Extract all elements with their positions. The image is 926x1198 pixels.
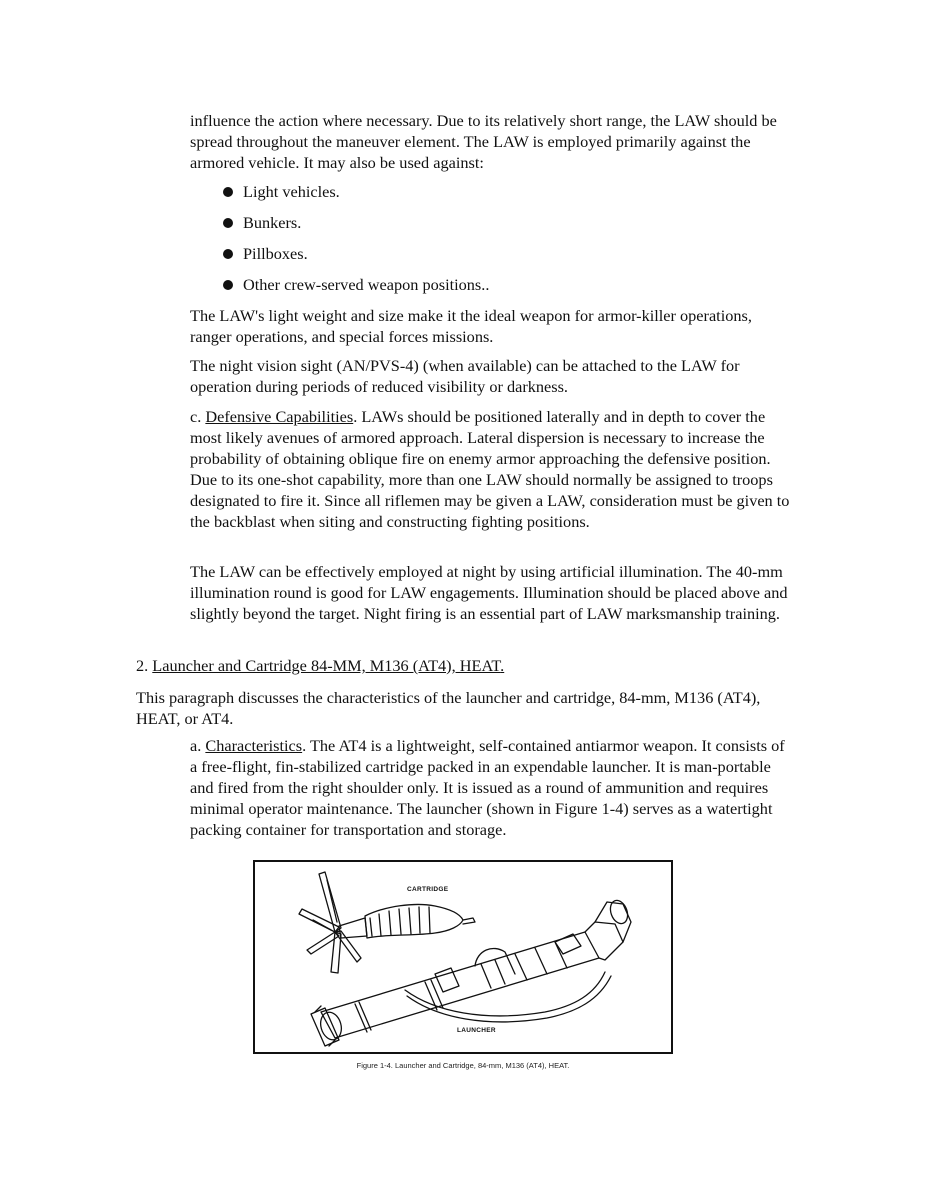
section-title-end: . — [500, 656, 505, 675]
section-title: Launcher and Cartridge 84-MM, M136 (AT4), HEAT — [152, 656, 501, 675]
section-heading — [136, 655, 796, 676]
bullet-icon — [223, 218, 233, 228]
list-item-text: Light vehicles. — [243, 182, 340, 201]
characteristics-body: . The AT4 is a lightweight, self-contained antiarmor weapon. It consists of a free-flight, fin-stabilized cartridge packed in an expendable launcher. It is man-portable and fired from the right shoulder only. It is issued as a round of ammunition and requires minimal operator maintenance. The launcher (shown in Figure 1-4) serves as a watertight packing container for transportation and storage. — [190, 736, 785, 839]
bullet-icon — [223, 249, 233, 259]
list-item — [222, 211, 489, 242]
section-number: 2. — [136, 656, 153, 675]
list-item — [222, 242, 489, 273]
characteristics-prefix: a. — [190, 736, 206, 755]
bullet-icon — [223, 187, 233, 197]
bullet-icon — [223, 280, 233, 290]
characteristics-heading: Characteristics — [205, 736, 303, 755]
night-vision-paragraph: The night vision sight (AN/PVS-4) (when available) can be attached to the LAW for operation during periods of reduced visibility or darkness. — [190, 356, 740, 396]
cartridge-body — [339, 904, 475, 938]
defensive-body: . LAWs should be positioned laterally and in depth to cover the most likely avenues of armored approach. Lateral dispersion is necessary to increase the probability of obtaining oblique fire on enemy armor approaching the defensive position. Due to its one-shot capability, more than one LAW should normally be assigned to troops designated to fire it. Since all riflemen may be given a LAW, consideration must be given to the backblast when siting and constructing fighting positions. — [190, 407, 790, 531]
night-employment-paragraph: The LAW can be effectively employed at night by using artificial illumination. The 40-mm illumination round is good for LAW engagements. Illumination should be placed above and slightly beyond the target. Night firing is an essential part of LAW marksmanship training. — [190, 562, 788, 623]
list-item-text: Pillboxes. — [243, 244, 308, 263]
list-item — [222, 180, 489, 211]
defensive-heading: Defensive Capabilities — [205, 407, 354, 426]
section-intro-paragraph: This paragraph discusses the characteristics of the launcher and cartridge, 84-mm, M136 (AT4), HEAT, or AT4. — [136, 688, 761, 728]
target-list — [222, 180, 489, 304]
characteristics-paragraph — [190, 735, 796, 840]
figure-caption: Figure 1-4. Launcher and Cartridge, 84-mm, M136 (AT4), HEAT. — [356, 1061, 570, 1070]
law-weight-paragraph: The LAW's light weight and size make it the ideal weapon for armor-killer operations, ranger operations, and special forces missions. — [190, 306, 752, 346]
at4-illustration — [255, 862, 671, 1052]
list-item — [222, 273, 489, 304]
cartridge-label: CARTRIDGE — [407, 886, 449, 893]
launcher-label: LAUNCHER — [457, 1027, 496, 1034]
list-item-text: Other crew-served weapon positions.. — [243, 275, 490, 294]
intro-paragraph: influence the action where necessary. Due to its relatively short range, the LAW should be spread throughout the maneuver element. The LAW is employed primarily against the armored vehicle. It may also be used against: — [190, 111, 777, 172]
defensive-capabilities-paragraph — [190, 406, 796, 532]
defensive-prefix: c. — [190, 407, 206, 426]
list-item-text: Bunkers. — [243, 213, 302, 232]
figure-launcher-cartridge — [253, 860, 673, 1054]
